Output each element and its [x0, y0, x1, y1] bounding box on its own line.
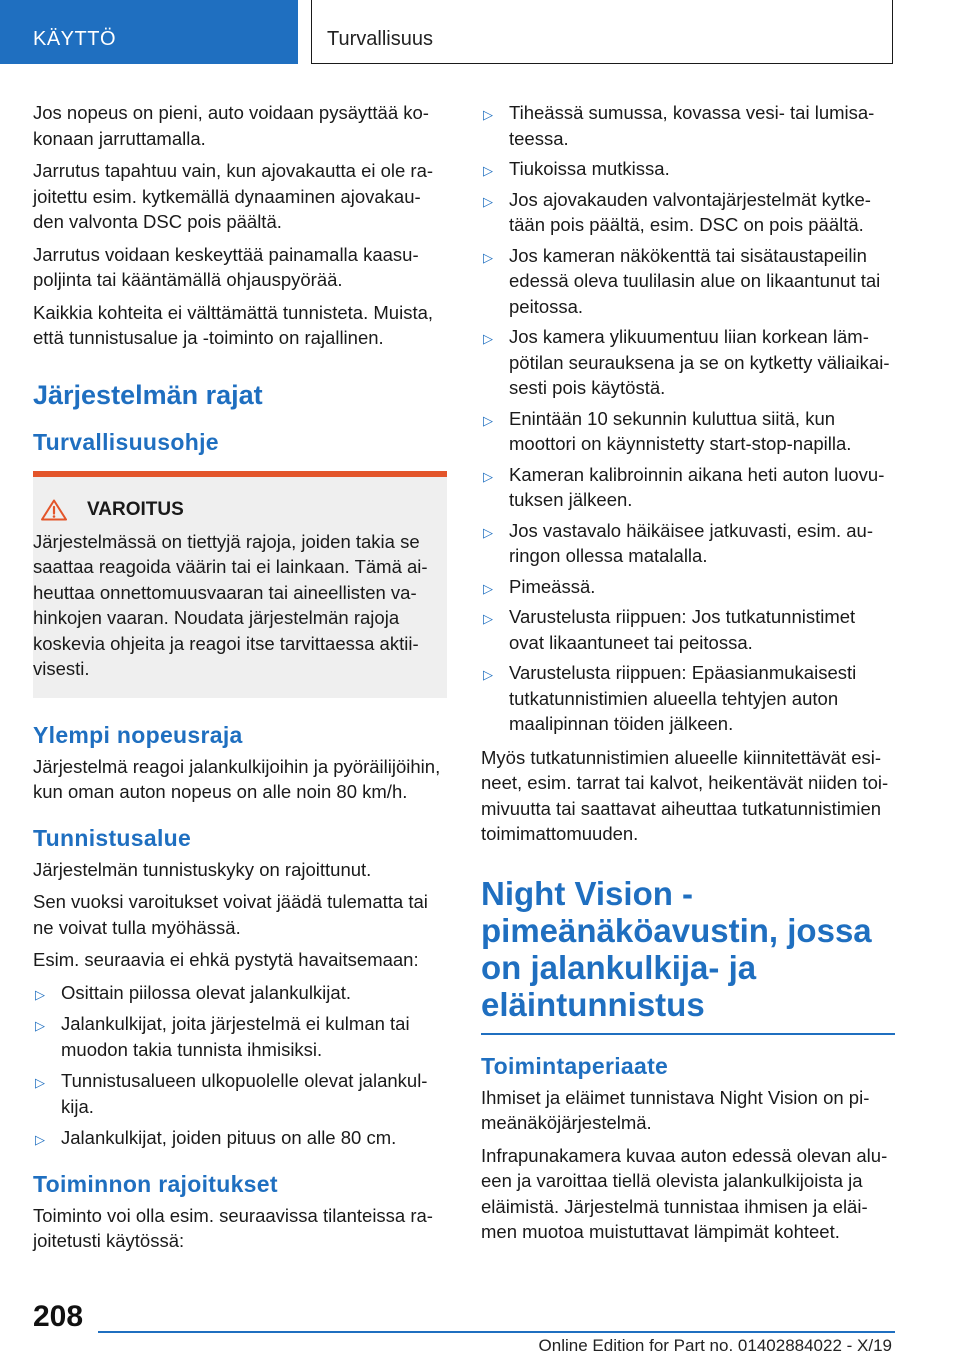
triangle-right-icon: ▷: [35, 1132, 45, 1147]
triangle-right-icon: ▷: [483, 249, 493, 265]
list-item: ▷ Tunnistusalueen ulkopuolelle olevat jalankul-kija.: [35, 1070, 428, 1117]
list-item: ▷ Varustelusta riippuen: Jos tutkatunnistimet ovat likaantuneet tai peitossa.: [483, 606, 856, 653]
speed-text: Järjestelmä reagoi jalankulkijoihin ja pyöräilijöihin, kun oman auton nopeus on alle noin 80 km/h.: [33, 755, 441, 802]
footer-edition: Online Edition for Part no. 01402884022 - X/19: [538, 1336, 892, 1355]
detect-paragraph: Esim. seuraavia ei ehkä pystytä havaitsemaan:: [33, 949, 419, 970]
section-title: Järjestelmän rajat: [33, 379, 263, 410]
triangle-right-icon: ▷: [483, 107, 493, 122]
triangle-right-icon: ▷: [483, 524, 493, 540]
triangle-right-icon: ▷: [483, 580, 493, 596]
intro-paragraph: Kaikkia kohteita ei välttämättä tunnisteta. Muista, että tunnistusalue ja -toiminto on rajallinen.: [33, 301, 434, 348]
page-number: 208: [33, 1300, 84, 1333]
list-item: ▷ Enintään 10 sekunnin kuluttua siitä, kun moottori on käynnistetty start-stop-napilla.: [483, 407, 852, 454]
triangle-right-icon: ▷: [483, 667, 493, 682]
triangle-right-icon: ▷: [483, 468, 493, 484]
list-item: ▷ Kameran kalibroinnin aikana heti auton luovu-tuksen jälkeen.: [483, 463, 885, 510]
principle-paragraph: Ihmiset ja eläimet tunnistava Night Vision on pi-meänäköjärjestelmä.: [481, 1086, 870, 1133]
intro-paragraph: Jarrutus tapahtuu vain, kun ajovakautta ei ole ra-joitettu esim. kytkemällä dynaaminen ajovakau-den valvonta DSC pois päältä.: [33, 160, 434, 232]
limits-title: Toiminnon rajoitukset: [33, 1170, 278, 1197]
warning-text: Järjestelmässä on tiettyjä rajoja, joiden takia se saattaa reagoida väärin tai ei lainkaan. Tämä ai-heuttaa onnettomuusvaaran tai aineellisten va-hinkojen vaaran. Noudata järjestelmän rajoja koskevia ohjeita ja reagoi itse tarvittaessa aktii-visesti.: [33, 530, 428, 679]
title-divider: [481, 1033, 895, 1035]
triangle-right-icon: ▷: [483, 193, 493, 209]
list-item: ▷ Jos kamera ylikuumentuu liian korkean läm-pötilan seurauksena ja se on kytketty väliaikai-sesti pois käytöstä.: [483, 326, 890, 398]
warning-box: [33, 471, 447, 698]
triangle-right-icon: ▷: [35, 1075, 45, 1090]
detect-paragraph: Järjestelmän tunnistuskyky on rajoittunut.: [33, 858, 372, 880]
limits-text: Toiminto voi olla esim. seuraavissa tilanteissa ra-joitetusti käytössä:: [33, 1204, 433, 1251]
triangle-right-icon: ▷: [35, 1018, 45, 1033]
detect-title: Tunnistusalue: [33, 824, 192, 851]
warning-title: VAROITUS: [87, 498, 184, 520]
speed-title: Ylempi nopeusraja: [33, 721, 243, 748]
list-item: ▷ Jalankulkijat, joiden pituus on alle 80 cm.: [33, 1125, 447, 1151]
list-item: ▷ Jalankulkijat, joita järjestelmä ei kulman tai muodon takia tunnista ihmisiksi.: [35, 1013, 410, 1060]
list-item: ▷ Tiheässä sumussa, kovassa vesi- tai lumisa-teessa.: [483, 102, 875, 149]
list-item: ▷ Varustelusta riippuen: Epäasianmukaisesti tutkatunnistimien alueella tehtyjen auton maalipinnan töiden jälkeen.: [483, 662, 857, 734]
triangle-right-icon: ▷: [483, 611, 493, 626]
right-column: [481, 100, 895, 1252]
intro-paragraph: Jos nopeus on pieni, auto voidaan pysäyttää ko-konaan jarruttamalla.: [33, 102, 429, 149]
triangle-right-icon: ▷: [483, 412, 493, 428]
footer-divider: [98, 1331, 895, 1333]
list-item: ▷ Jos vastavalo häikäisee jatkuvasti, esim. au-ringon ollessa matalalla.: [483, 519, 874, 566]
header-section-label: Turvallisuus: [327, 28, 433, 50]
principle-paragraph: Infrapunakamera kuvaa auton edessä olevan alu-een ja varoittaa tiellä olevista jalankulkijoista ja eläimistä. Järjestelmä tunnistaa ihmisen ja eläi-men muotoa muistuttavat lämpimät kohteet.: [481, 1144, 888, 1242]
triangle-right-icon: ▷: [483, 331, 493, 346]
list-item: ▷ Tiukoissa mutkissa.: [481, 156, 895, 182]
detect-paragraph: Sen vuoksi varoitukset voivat jäädä tulematta tai ne voivat tulla myöhässä.: [33, 891, 428, 938]
safety-title: Turvallisuusohje: [33, 428, 219, 455]
after-text: Myös tutkatunnistimien alueelle kiinnitettävät esi-neet, esim. tarrat tai kalvot, heikentävät niiden toi-mivuutta tai saattavat aiheuttaa tutkatunnistimien toimimattomuuden.: [481, 746, 889, 844]
header-section: [311, 0, 893, 64]
night-vision-title: Night Vision - pimeänäköavustin, jossa on jalankulkija- ja eläintunnistus: [481, 874, 872, 1023]
list-item: ▷ Osittain piilossa olevat jalankulkijat.: [33, 980, 447, 1006]
warning-header: [41, 499, 433, 521]
principle-title: Toimintaperiaate: [481, 1052, 669, 1079]
warning-triangle-icon: [41, 499, 67, 521]
intro-paragraph: Jarrutus voidaan keskeyttää painamalla kaasu-poljinta tai kääntämällä ohjauspyörää.: [33, 243, 419, 290]
triangle-right-icon: ▷: [483, 163, 493, 178]
list-item: ▷ Jos kameran näkökenttä tai sisätaustapeilin edessä oleva tuulilasin alue on likaantunut tai peitossa.: [483, 244, 881, 317]
left-column: [33, 100, 447, 1261]
list-item: ▷ Jos ajovakauden valvontajärjestelmät kytke-tään pois päältä, esim. DSC on pois päältä.: [483, 188, 871, 235]
header-tab: [0, 0, 298, 64]
detect-list: [33, 980, 447, 1151]
triangle-right-icon: ▷: [35, 986, 45, 1002]
list-item: ▷ Pimeässä.: [481, 574, 895, 600]
limits-list: [481, 100, 895, 737]
header-tab-label: KÄYTTÖ: [33, 28, 117, 50]
